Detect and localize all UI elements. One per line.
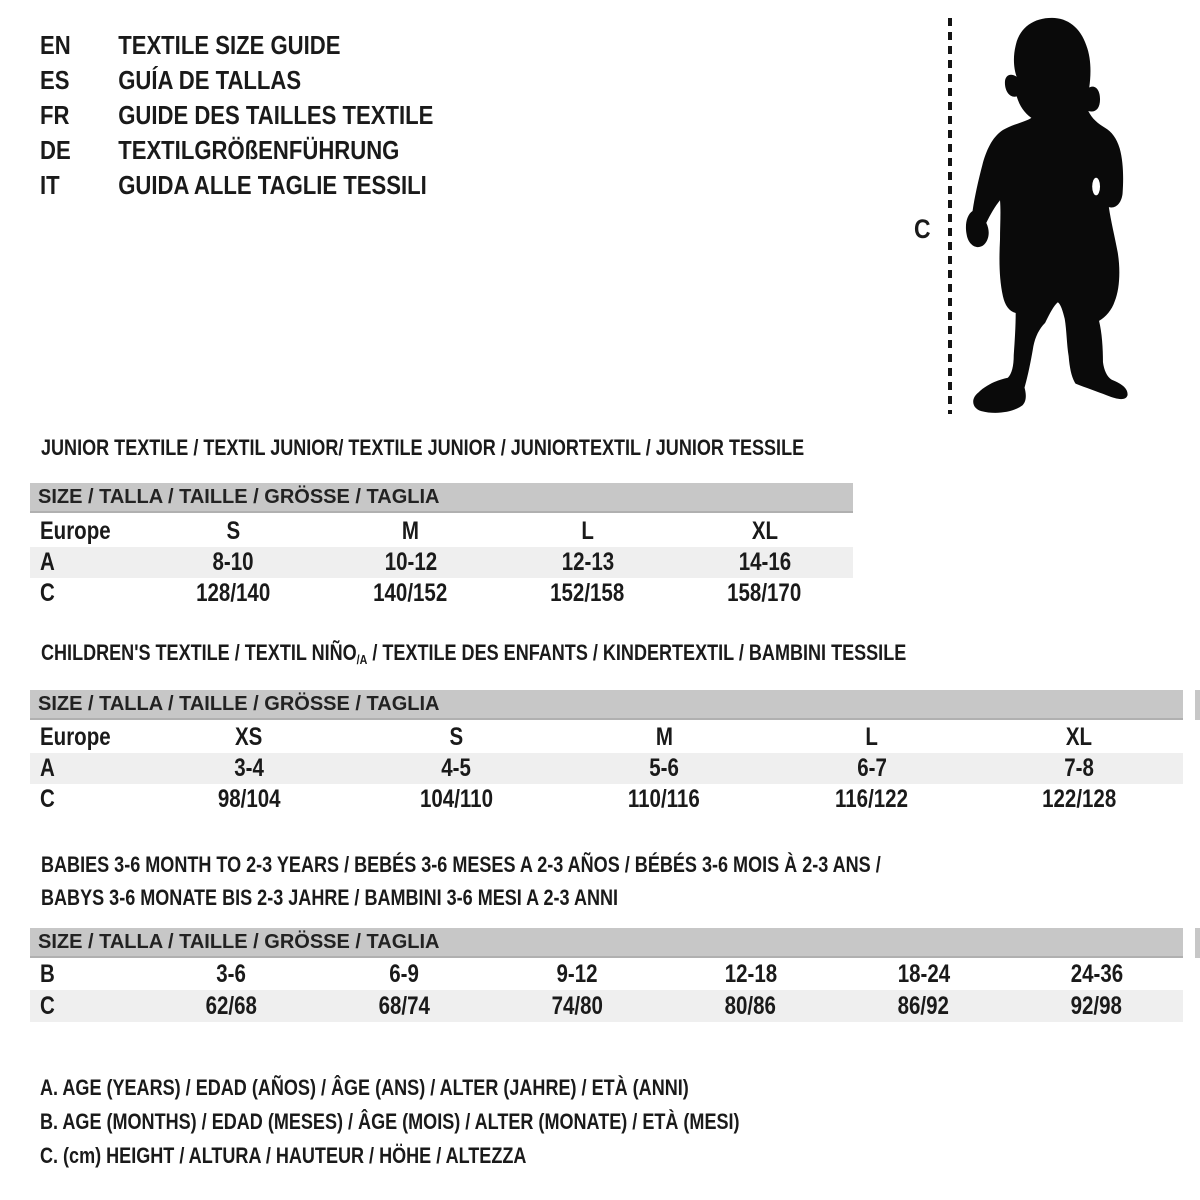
size-value-cell: 86/92	[897, 992, 950, 1020]
table-row-c	[30, 578, 853, 609]
size-value-cell: 6-7	[856, 754, 887, 782]
table-row-c	[30, 990, 1183, 1022]
children-table	[30, 722, 1183, 815]
size-value-cell: 92/98	[1070, 992, 1123, 1020]
size-value-cell: 4-5	[441, 754, 472, 782]
size-value-cell: 12-13	[561, 548, 614, 576]
language-code: FR	[40, 100, 70, 130]
language-title-block	[40, 28, 433, 203]
row-label: C	[40, 785, 55, 813]
height-measure-dashed-line	[948, 18, 952, 414]
table-row-europe	[30, 516, 853, 547]
size-value-cell: 6-9	[389, 960, 420, 988]
size-value-cell: XL	[751, 517, 778, 545]
size-value-cell: XS	[235, 723, 263, 751]
guide-title: TEXTILGRÖßENFÜHRUNG	[118, 135, 400, 165]
babies-table	[30, 958, 1183, 1022]
size-value-cell: 158/170	[727, 579, 802, 607]
table-row-europe	[30, 722, 1183, 753]
footnotes-block	[40, 1071, 893, 1173]
size-header-bar-children	[30, 690, 1183, 720]
language-code: ES	[40, 65, 70, 95]
language-row-en	[40, 28, 433, 63]
babies-title-line1: BABIES 3-6 MONTH TO 2-3 YEARS / BEBÉS 3-6 MESES A 2-3 AÑOS / BÉBÉS 3-6 MOIS À 2-3 ANS /	[41, 852, 881, 877]
size-header-label: SIZE / TALLA / TAILLE / GRÖSSE / TAGLIA	[38, 931, 440, 953]
size-value-cell: 12-18	[724, 960, 777, 988]
table-row-b	[30, 958, 1183, 990]
clipped-bar-edge	[1195, 690, 1200, 720]
size-value-cell: L	[865, 723, 878, 751]
junior-table	[30, 516, 853, 609]
size-value-cell: 80/86	[724, 992, 777, 1020]
babies-title-line2: BABYS 3-6 MONATE BIS 2-3 JAHRE / BAMBINI 3-6 MESI A 2-3 ANNI	[41, 885, 619, 910]
height-measure-label: C	[914, 214, 931, 244]
size-value-cell: 5-6	[649, 754, 679, 782]
size-value-cell: 62/68	[205, 992, 258, 1020]
size-value-cell: 24-36	[1070, 960, 1123, 988]
table-row-a	[30, 547, 853, 578]
size-value-cell: 128/140	[196, 579, 271, 607]
table-row-c	[30, 784, 1183, 815]
size-value-cell: XL	[1066, 723, 1093, 751]
size-value-cell: 68/74	[378, 992, 431, 1020]
size-value-cell: M	[401, 517, 420, 545]
language-row-de	[40, 133, 433, 168]
language-code: IT	[40, 170, 60, 200]
section-title-junior: JUNIOR TEXTILE / TEXTIL JUNIOR/ TEXTILE JUNIOR / JUNIORTEXTIL / JUNIOR TESSILE	[41, 435, 805, 460]
gender-suffix: /A	[356, 652, 368, 667]
guide-title: GUÍA DE TALLAS	[118, 65, 302, 95]
size-value-cell: 122/128	[1042, 785, 1117, 813]
size-value-cell: S	[226, 517, 241, 545]
row-label: Europe	[40, 517, 111, 545]
guide-title: GUIDA ALLE TAGLIE TESSILI	[118, 170, 427, 200]
language-row-es	[40, 63, 433, 98]
table-row-a	[30, 753, 1183, 784]
size-value-cell: 9-12	[556, 960, 599, 988]
size-value-cell: 140/152	[373, 579, 448, 607]
size-value-cell: 14-16	[738, 548, 791, 576]
row-label: C	[40, 579, 55, 607]
size-value-cell: 98/104	[217, 785, 281, 813]
section-title-babies	[41, 848, 1065, 914]
row-label: C	[40, 992, 55, 1020]
size-value-cell: 74/80	[551, 992, 604, 1020]
language-row-fr	[40, 98, 433, 133]
size-value-cell: 10-12	[384, 548, 437, 576]
size-value-cell: 110/116	[628, 785, 700, 813]
language-code: EN	[40, 30, 71, 60]
footnote-a: A. AGE (YEARS) / EDAD (AÑOS) / ÂGE (ANS) / ALTER (JAHRE) / ETÀ (ANNI)	[40, 1075, 689, 1100]
toddler-silhouette-icon	[956, 12, 1146, 416]
size-value-cell: 116/122	[835, 785, 909, 813]
size-value-cell: 104/110	[419, 785, 493, 813]
size-header-bar-babies	[30, 928, 1183, 958]
row-label: A	[40, 548, 55, 576]
size-header-label: SIZE / TALLA / TAILLE / GRÖSSE / TAGLIA	[38, 486, 440, 508]
size-value-cell: 3-6	[216, 960, 247, 988]
footnote-b: B. AGE (MONTHS) / EDAD (MESES) / ÂGE (MOIS) / ALTER (MONATE) / ETÀ (MESI)	[40, 1109, 740, 1134]
footnote-c: C. (cm) HEIGHT / ALTURA / HAUTEUR / HÖHE / ALTEZZA	[40, 1143, 527, 1168]
size-value-cell: 7-8	[1064, 754, 1094, 782]
size-value-cell: M	[655, 723, 673, 751]
size-header-bar-junior	[30, 483, 853, 513]
language-row-it	[40, 168, 433, 203]
row-label: B	[40, 960, 55, 988]
language-code: DE	[40, 135, 71, 165]
size-value-cell: 3-4	[233, 754, 264, 782]
size-value-cell: S	[449, 723, 464, 751]
row-label: Europe	[40, 723, 111, 751]
guide-title: TEXTILE SIZE GUIDE	[118, 30, 341, 60]
section-title-children: CHILDREN'S TEXTILE / TEXTIL $NIÑO_{/A}$ / TEXTILE DES ENFANTS / KINDERTEXTIL / BAMBINI TESSILE	[41, 640, 907, 667]
guide-title: GUIDE DES TAILLES TEXTILE	[118, 100, 434, 130]
clipped-bar-edge	[1195, 928, 1200, 958]
size-header-label: SIZE / TALLA / TAILLE / GRÖSSE / TAGLIA	[38, 693, 440, 715]
size-value-cell: L	[581, 517, 594, 545]
size-value-cell: 18-24	[897, 960, 950, 988]
size-value-cell: 152/158	[550, 579, 625, 607]
size-value-cell: 8-10	[212, 548, 255, 576]
row-label: A	[40, 754, 55, 782]
